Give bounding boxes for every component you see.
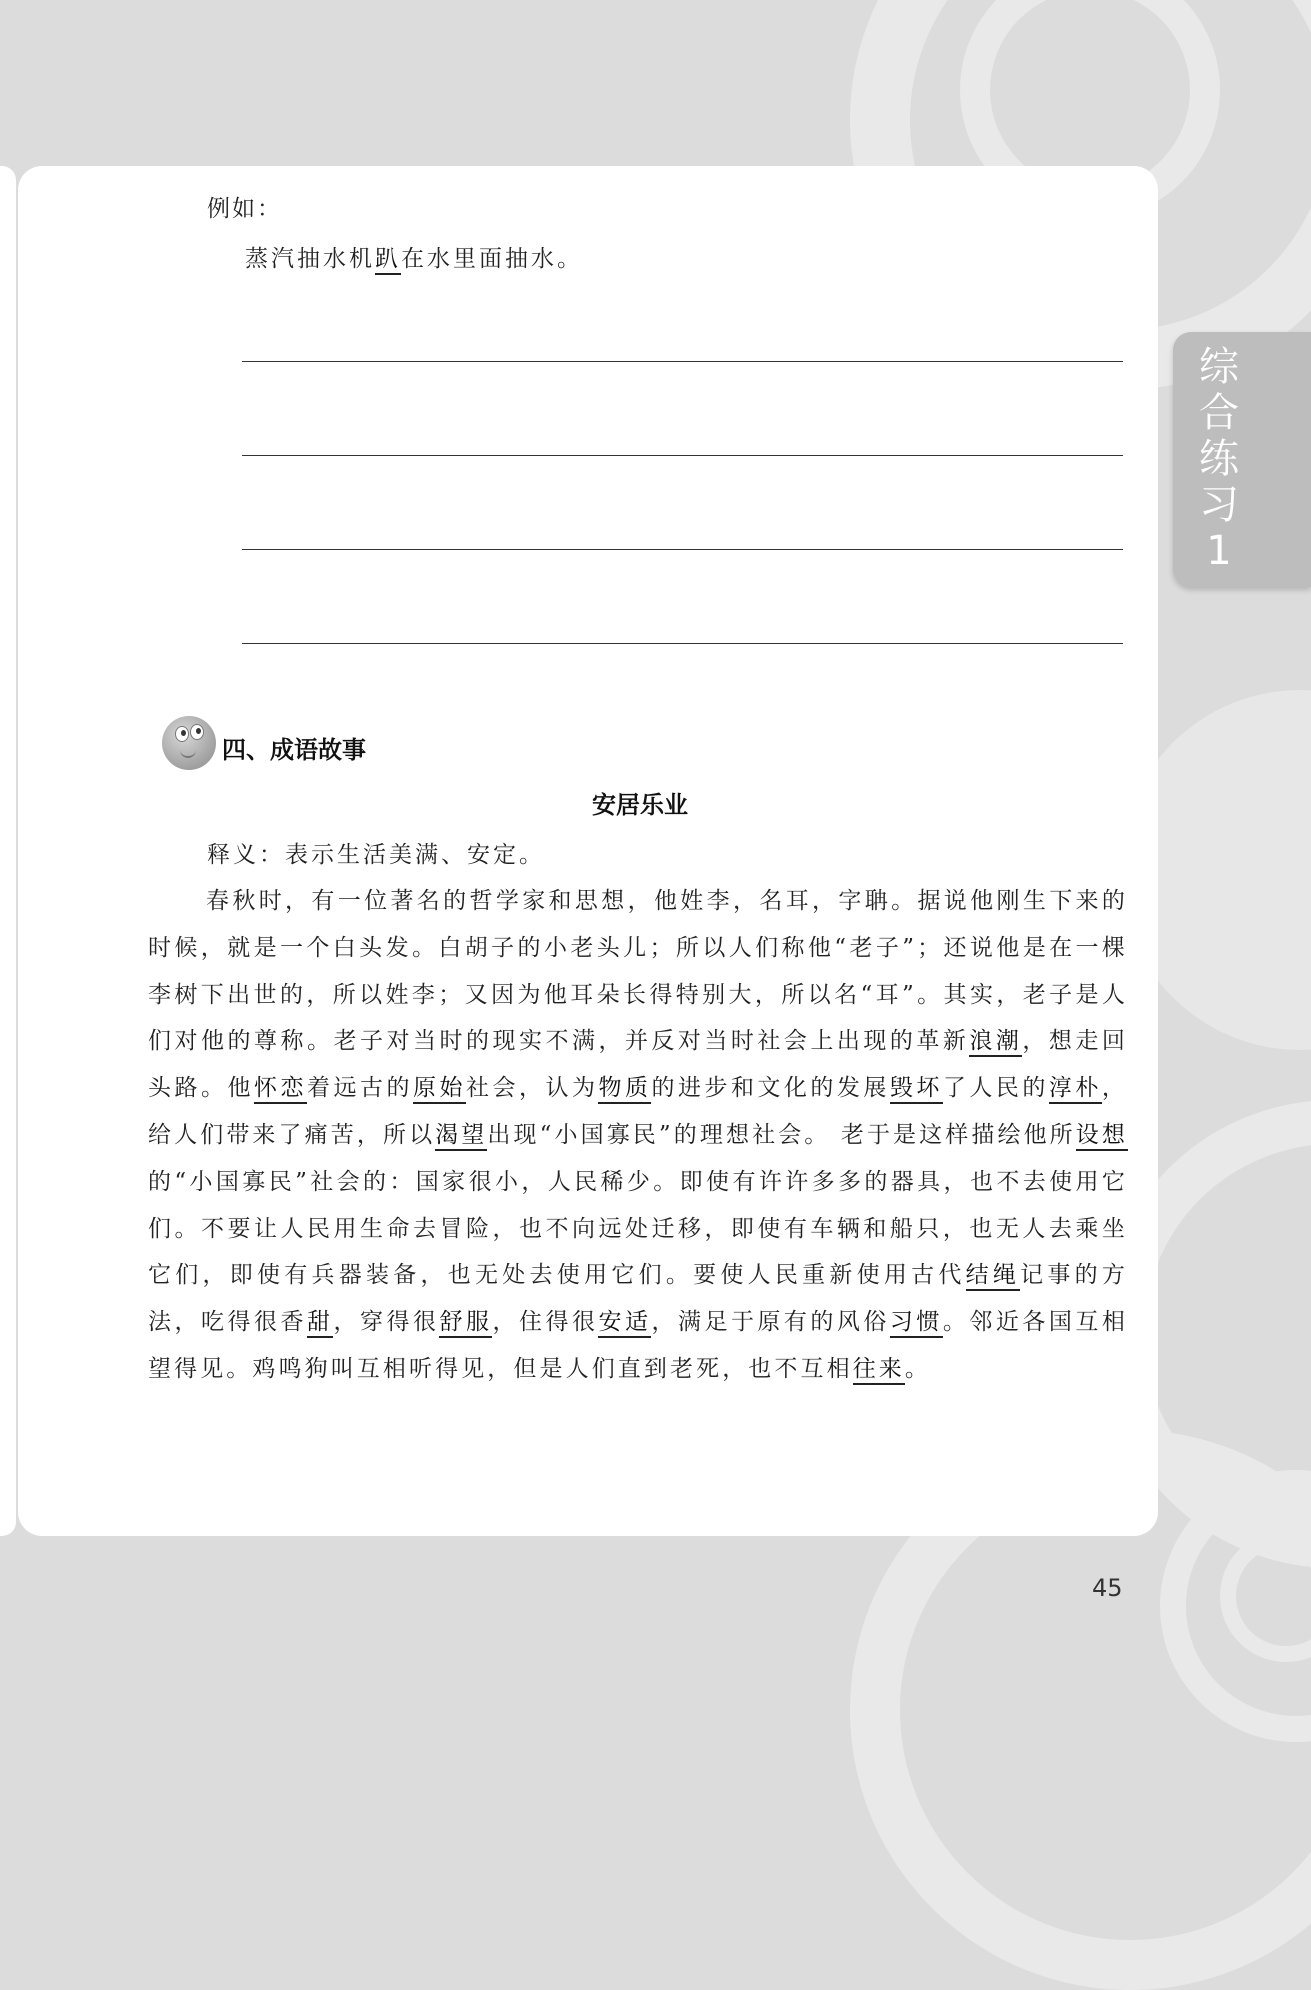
story-text: ，穿得很 [333, 1309, 440, 1336]
smiley-eye [175, 726, 189, 742]
story-text: 社会，认为 [465, 1075, 599, 1102]
story-text: 春秋时，有一位著名的哲学家和思想，他姓李，名耳，字聃。据说他刚生下来的时候，就是一个白头发。白胡子的小老头儿；所以人们称他“老子”；还说他是在一棵李树下出世的，所以姓李；又因为他耳朵长得特别大，所以名“耳”。其实，老子是人们对他的尊称。老子对当时的现实不满，并反对当时社会上出现的革新 [148, 888, 1128, 1055]
underlined-word: 原始 [413, 1075, 466, 1104]
underlined-word: 甜 [307, 1309, 334, 1338]
example-text: 在水里面抽水。 [401, 246, 583, 272]
smiley-eye [190, 724, 204, 740]
underlined-word: 趴 [375, 246, 401, 275]
section-heading: 四、成语故事 [222, 736, 366, 764]
idiom-definition: 释义：表示生活美满、安定。 [207, 842, 545, 868]
answer-line[interactable] [242, 549, 1123, 550]
underlined-word: 淳朴 [1049, 1075, 1102, 1104]
underlined-word: 物质 [598, 1075, 651, 1104]
story-text: ，想走回头路。他 [148, 1028, 1128, 1102]
story-paragraph [148, 878, 1128, 1393]
story-text: 。 [904, 1355, 932, 1382]
answer-line[interactable] [242, 361, 1123, 362]
story-text: ，满足于原有的风俗 [651, 1309, 890, 1336]
chapter-tab-char: 习 [1199, 482, 1239, 528]
answer-line[interactable] [242, 455, 1123, 456]
example-sentence [245, 240, 583, 273]
underlined-word: 渴望 [435, 1122, 487, 1151]
story-text: ，住得很 [492, 1309, 599, 1336]
underlined-word: 往来 [853, 1356, 905, 1385]
story-text: 的“小国寡民”社会的：国家很小，人民稀少。即使有许许多多的器具，也不去使用它们。不要让人民用生命去冒险，也不向远处迁移，即使有车辆和船只，也无人去乘坐它们，即使有兵器装备，也无处去使用它们。要使人民重新使用古代 [148, 1168, 1128, 1289]
smiley-mouth [180, 750, 196, 758]
underlined-word: 结绳 [966, 1262, 1021, 1291]
chapter-tab-label [1187, 344, 1251, 574]
story-text: 。邻近各国互相望得见。鸡鸣狗叫互相听得见，但是人们直到老死，也不互相 [148, 1309, 1128, 1382]
smiley-face-icon [162, 716, 216, 770]
underlined-word: 毁坏 [890, 1075, 943, 1104]
underlined-word: 舒服 [439, 1309, 492, 1338]
story-text: ，给人们带来了痛苦，所以 [148, 1075, 1129, 1148]
story-text: 记事的方法，吃得很香 [148, 1262, 1129, 1336]
underlined-word: 设想 [1076, 1122, 1128, 1151]
previous-page-edge [0, 166, 16, 1536]
underlined-word: 怀恋 [254, 1075, 307, 1104]
smiley-pupil [181, 730, 186, 736]
chapter-tab-char: 合 [1199, 390, 1239, 436]
story-text: 着远古的 [306, 1075, 413, 1102]
underlined-word: 安适 [598, 1309, 651, 1338]
chapter-tab-char: 1 [1206, 528, 1232, 574]
story-text: 的进步和文化的发展 [651, 1075, 890, 1102]
chapter-tab [1173, 332, 1311, 587]
page-number: 45 [1092, 1574, 1123, 1602]
story-text: 了人民的 [942, 1075, 1049, 1102]
smiley-pupil [196, 728, 201, 734]
story-title: 安居乐业 [592, 791, 688, 819]
answer-line[interactable] [242, 643, 1123, 644]
chapter-tab-char: 综 [1199, 344, 1239, 390]
underlined-word: 浪潮 [969, 1028, 1022, 1057]
chapter-tab-char: 练 [1199, 436, 1239, 482]
underlined-word: 习惯 [890, 1309, 943, 1338]
example-text: 蒸汽抽水机 [245, 246, 375, 272]
example-label: 例如： [207, 196, 282, 222]
story-text: 出现“小国寡民”的理想社会。 老于是这样描绘他所 [487, 1121, 1076, 1148]
